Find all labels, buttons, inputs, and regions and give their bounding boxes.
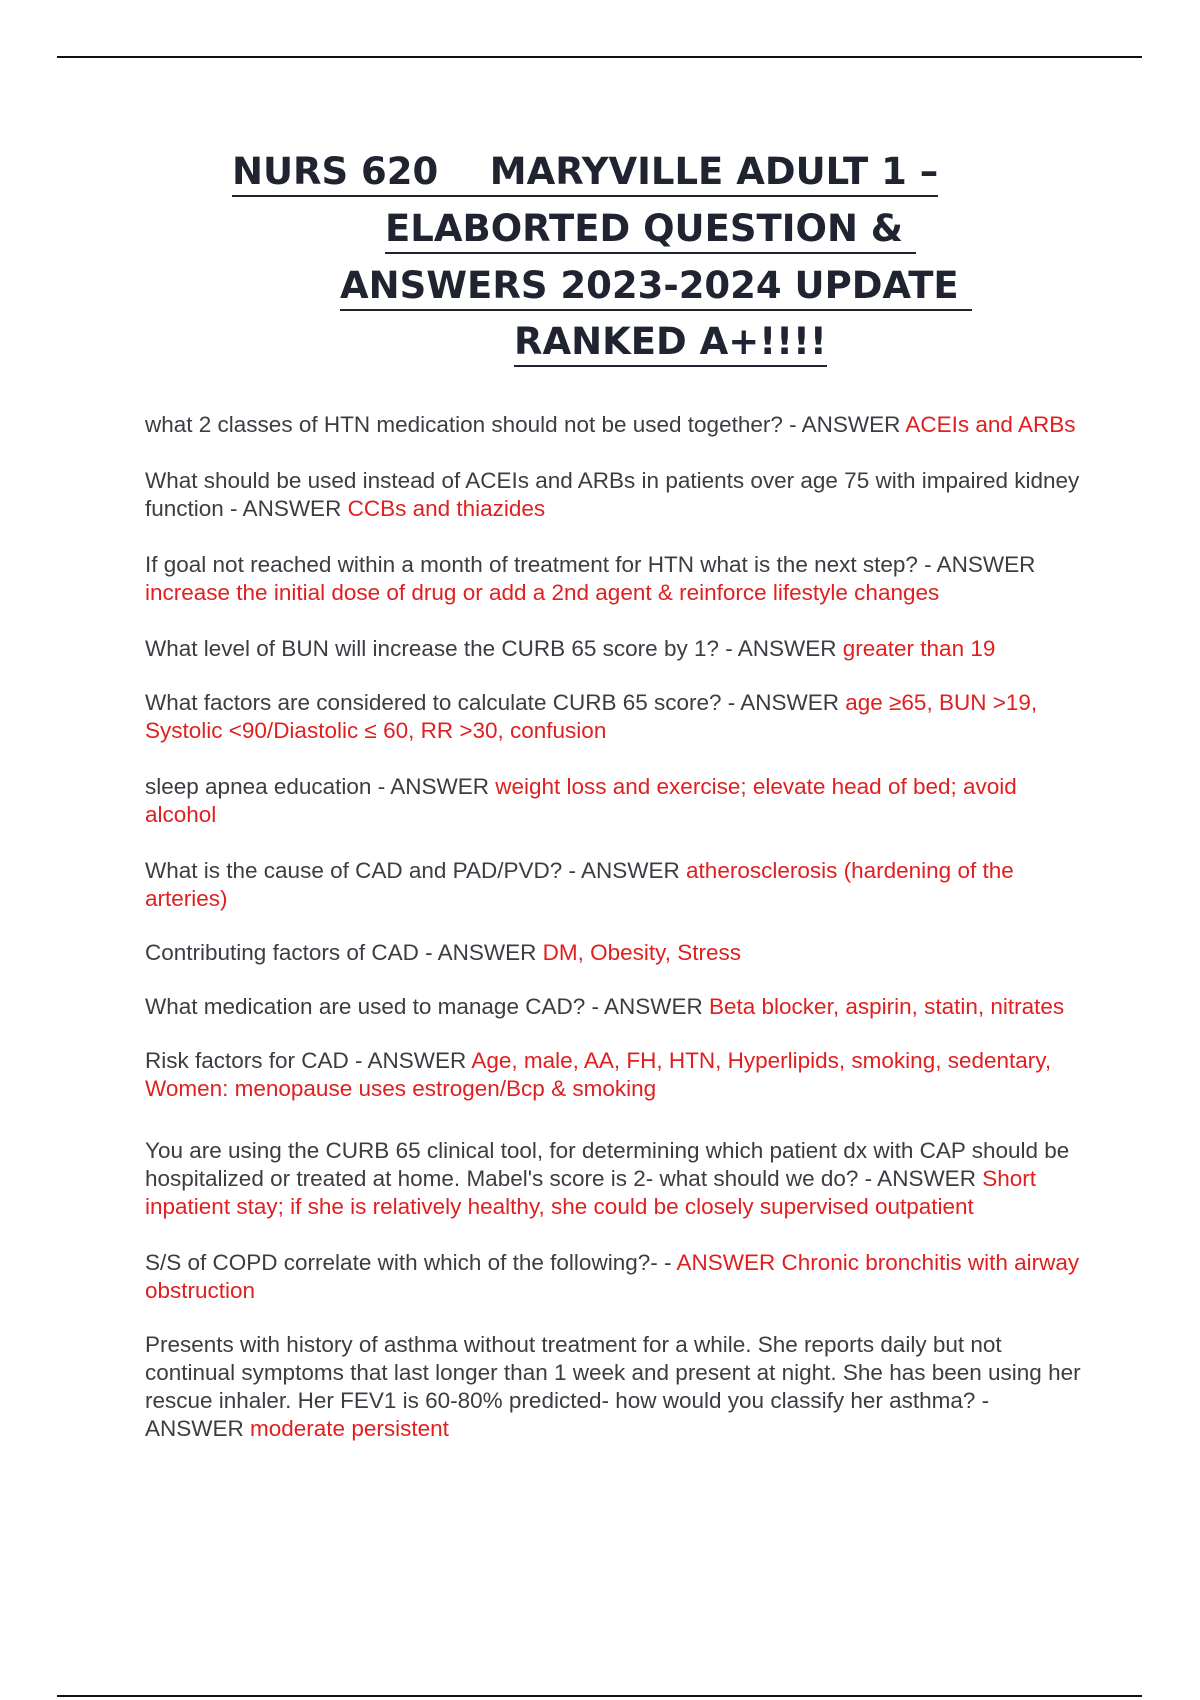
qa-item — [145, 857, 1090, 913]
qa-item — [145, 467, 1090, 523]
question-text: sleep apnea education - ANSWER — [145, 774, 496, 799]
title-line-1: NURS 620 MARYVILLE ADULT 1 – — [232, 150, 938, 197]
qa-item — [145, 939, 1090, 967]
answer-text: Age, male, AA, FH, HTN, Hyperlipids, smoking, sedentary, Women: menopause uses estrogen/Bcp & smoking — [145, 1048, 1052, 1101]
title-line-2: ELABORTED QUESTION & — [385, 207, 916, 254]
answer-text: Beta blocker, aspirin, statin, nitrates — [709, 994, 1065, 1019]
qa-list — [145, 411, 1090, 1443]
question-text: You are using the CURB 65 clinical tool, for determining which patient dx with CAP should be hospitalized or treated at home. Mabel's score is 2- what should we do? - ANSWER — [145, 1138, 1070, 1191]
answer-text: greater than 19 — [842, 636, 996, 661]
title-line-3: ANSWERS 2023-2024 UPDATE — [340, 264, 972, 311]
qa-item — [145, 1249, 1090, 1305]
qa-item — [145, 1047, 1090, 1103]
question-text: Presents with history of asthma without treatment for a while. She reports daily but not continual symptoms that last longer than 1 week and present at night. She has been using her rescue inhaler. Her FEV1 is 60-80% predicted- how would you classify her asthma? - ANSWER — [145, 1332, 1081, 1441]
qa-item — [145, 635, 1090, 663]
title-line-4: RANKED A+!!!! — [514, 320, 827, 367]
qa-item — [145, 411, 1090, 439]
question-text: What should be used instead of ACEIs and ARBs in patients over age 75 with impaired kidney function - ANSWER — [145, 468, 1080, 521]
qa-item — [145, 993, 1090, 1021]
answer-text: age ≥65, BUN >19, Systolic <90/Diastolic ≤ 60, RR >30, confusion — [145, 690, 1038, 743]
bottom-rule — [57, 1695, 1142, 1697]
question-text: What medication are used to manage CAD? - ANSWER — [145, 994, 709, 1019]
question-text: what 2 classes of HTN medication should not be used together? - ANSWER — [145, 412, 906, 437]
qa-item — [145, 1137, 1090, 1221]
top-rule — [57, 56, 1142, 58]
answer-text: weight loss and exercise; elevate head of bed; avoid alcohol — [145, 774, 1017, 827]
qa-item — [145, 551, 1090, 607]
answer-text: moderate persistent — [250, 1416, 449, 1441]
question-text: S/S of COPD correlate with which of the following?- - — [145, 1250, 677, 1275]
answer-text: DM, Obesity, Stress — [542, 940, 742, 965]
qa-item — [145, 1331, 1090, 1443]
answer-text: ACEIs and ARBs — [905, 412, 1076, 437]
answer-text: increase the initial dose of drug or add a 2nd agent & reinforce lifestyle changes — [145, 580, 940, 605]
question-text: What is the cause of CAD and PAD/PVD? - ANSWER — [145, 858, 687, 883]
question-text: Risk factors for CAD - ANSWER — [145, 1048, 472, 1073]
question-text: Contributing factors of CAD - ANSWER — [145, 940, 543, 965]
answer-text: CCBs and thiazides — [347, 496, 546, 521]
question-text: What level of BUN will increase the CURB 65 score by 1? - ANSWER — [145, 636, 843, 661]
question-text: What factors are considered to calculate CURB 65 score? - ANSWER — [145, 690, 846, 715]
qa-item — [145, 689, 1090, 745]
qa-item — [145, 773, 1090, 829]
answer-text: atherosclerosis (hardening of the arteries) — [145, 858, 1014, 911]
question-text: If goal not reached within a month of treatment for HTN what is the next step? - ANSWER — [145, 552, 1036, 577]
answer-text: ANSWER Chronic bronchitis with airway obstruction — [145, 1250, 1080, 1303]
answer-text: Short inpatient stay; if she is relatively healthy, she could be closely supervised outpatient — [145, 1166, 1036, 1219]
